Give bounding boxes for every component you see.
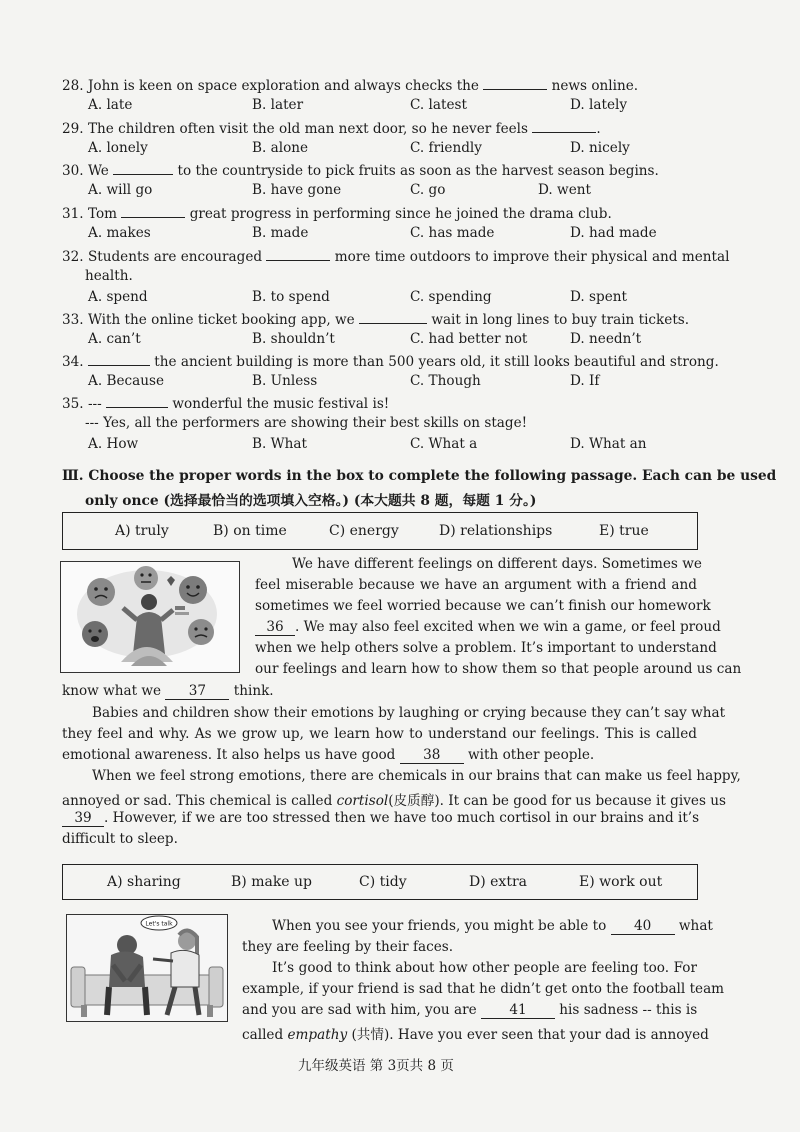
passage-line xyxy=(242,1023,709,1043)
passage-line xyxy=(62,747,594,764)
passage-line: when we help others solve a problem. It’s important to understand xyxy=(255,640,717,656)
passage-line: It’s good to think about how other people are feeling too. For xyxy=(272,960,697,976)
passage-text: (共情). Have you ever seen that your dad is annoyed xyxy=(351,1027,709,1043)
blank-39: 39 xyxy=(62,810,104,827)
word-option: C) tidy xyxy=(359,874,407,890)
option-d: D. needn’t xyxy=(570,331,642,347)
word-box-2 xyxy=(62,864,698,900)
option-d: D. went xyxy=(538,182,591,198)
answer-blank xyxy=(532,119,596,133)
passage-line: they are feeling by their faces. xyxy=(242,939,454,955)
option-b: B. made xyxy=(252,225,309,241)
passage-line xyxy=(255,619,721,636)
word-option: B) on time xyxy=(213,523,287,539)
page-footer: 九年级英语 第 3页共 8 页 xyxy=(298,1058,454,1074)
passage-line: When we feel strong emotions, there are chemicals in our brains that can make us feel happy, xyxy=(92,768,741,784)
question-stem-end: wonderful the music festival is! xyxy=(172,396,390,412)
word-option: C) energy xyxy=(329,523,399,539)
answer-blank xyxy=(359,310,427,324)
word-option: E) work out xyxy=(579,874,663,890)
option-a: A. spend xyxy=(88,289,148,305)
question-stem-end: . xyxy=(596,121,601,137)
option-d: D. What an xyxy=(570,436,647,452)
option-b: B. alone xyxy=(252,140,309,156)
option-a: A. late xyxy=(88,97,133,113)
question-stem: 34. xyxy=(62,354,84,370)
option-b: B. Unless xyxy=(252,373,318,389)
option-c: C. had better not xyxy=(410,331,528,347)
option-a: A. makes xyxy=(88,225,151,241)
passage-text: . We may also feel excited when we win a game, or feel proud xyxy=(295,619,721,635)
option-a: A. lonely xyxy=(88,140,148,156)
question-dialogue-reply: --- Yes, all the performers are showing their best skills on stage! xyxy=(85,415,528,431)
friends-talking-illustration xyxy=(66,914,228,1022)
blank-38: 38 xyxy=(400,747,464,764)
blank-36: 36 xyxy=(255,619,295,636)
passage-term: empathy xyxy=(287,1027,348,1043)
word-option: A) sharing xyxy=(107,874,181,890)
option-a: A. can’t xyxy=(88,331,141,347)
question-31 xyxy=(62,204,612,222)
question-35 xyxy=(62,394,389,412)
question-32 xyxy=(62,247,729,265)
passage-text: his sadness -- this is xyxy=(559,1002,698,1018)
answer-blank xyxy=(483,76,547,90)
emotions-illustration xyxy=(60,561,240,673)
answer-blank xyxy=(121,204,185,218)
passage-line xyxy=(62,810,699,827)
passage-text: called xyxy=(242,1027,284,1043)
blank-37: 37 xyxy=(165,683,229,700)
passage-line xyxy=(62,683,274,700)
question-29 xyxy=(62,119,601,137)
passage-text: know what we xyxy=(62,683,162,699)
word-option: B) make up xyxy=(231,874,313,890)
passage-line: our feelings and learn how to show them so that people around us can xyxy=(255,661,742,677)
passage-line xyxy=(272,918,713,935)
speech-bubble-text: Let's talk xyxy=(145,920,173,928)
passage-line xyxy=(62,789,726,809)
option-d: D. If xyxy=(570,373,600,389)
passage-text: When you see your friends, you might be able to xyxy=(272,918,607,934)
option-c: C. latest xyxy=(410,97,467,113)
passage-text: (皮质醇). It can be good for us because it gives us xyxy=(388,793,726,809)
question-stem-end: more time outdoors to improve their physical and mental xyxy=(334,249,730,265)
question-stem-end: the ancient building is more than 500 years old, it still looks beautiful and strong. xyxy=(154,354,719,370)
passage-text: emotional awareness. It also helps us have good xyxy=(62,747,396,763)
question-stem-continued: health. xyxy=(85,268,133,284)
answer-blank xyxy=(106,394,168,408)
question-stem: 30. We xyxy=(62,163,109,179)
option-b: B. shouldn’t xyxy=(252,331,335,347)
question-stem-end: news online. xyxy=(551,78,639,94)
option-c: C. spending xyxy=(410,289,492,305)
passage-line: difficult to sleep. xyxy=(62,831,178,847)
question-33 xyxy=(62,310,689,328)
passage-line: feel miserable because we have an argument with a friend and xyxy=(255,577,697,593)
option-c: C. What a xyxy=(410,436,478,452)
passage-text: annoyed or sad. This chemical is called xyxy=(62,793,333,809)
option-c: C. go xyxy=(410,182,446,198)
question-stem-end: to the countryside to pick fruits as soon as the harvest season begins. xyxy=(177,163,659,179)
passage-text: think. xyxy=(233,683,274,699)
question-30 xyxy=(62,161,659,179)
section-heading-instructions: only once (选择最恰当的选项填入空格。) (本大题共 8 题，每题 1 分。) xyxy=(85,493,537,509)
option-d: D. spent xyxy=(570,289,627,305)
option-b: B. What xyxy=(252,436,307,452)
word-option: A) truly xyxy=(115,523,169,539)
question-34 xyxy=(62,352,719,370)
question-stem-end: great progress in performing since he joined the drama club. xyxy=(189,206,612,222)
question-stem: 31. Tom xyxy=(62,206,118,222)
option-a: A. Because xyxy=(88,373,164,389)
blank-40: 40 xyxy=(611,918,675,935)
question-stem: 29. The children often visit the old man next door, so he never feels xyxy=(62,121,529,137)
blank-41: 41 xyxy=(481,1002,555,1019)
passage-text: what xyxy=(678,918,713,934)
question-stem-end: wait in long lines to buy train tickets. xyxy=(431,312,690,328)
word-option: D) extra xyxy=(469,874,527,890)
question-stem: 28. John is keen on space exploration and always checks the xyxy=(62,78,479,94)
option-c: C. friendly xyxy=(410,140,482,156)
passage-line: Babies and children show their emotions by laughing or crying because they can’t say what xyxy=(92,705,726,721)
passage-line: We have different feelings on different days. Sometimes we xyxy=(292,556,702,572)
option-b: B. to spend xyxy=(252,289,330,305)
question-stem: 32. Students are encouraged xyxy=(62,249,263,265)
option-a: A. will go xyxy=(88,182,153,198)
option-d: D. nicely xyxy=(570,140,630,156)
answer-blank xyxy=(88,352,150,366)
option-a: A. How xyxy=(88,436,139,452)
option-c: C. Though xyxy=(410,373,481,389)
passage-term: cortisol xyxy=(336,793,389,809)
passage-text: with other people. xyxy=(468,747,595,763)
passage-text: . However, if we are too stressed then we have too much cortisol in our brains and it’s xyxy=(104,810,700,826)
passage-line: they feel and why. As we grow up, we learn how to understand our feelings. This is called xyxy=(62,726,697,742)
answer-blank xyxy=(113,161,173,175)
word-option: E) true xyxy=(599,523,649,539)
passage-line: example, if your friend is sad that he didn’t get onto the football team xyxy=(242,981,725,997)
question-stem: 35. --- xyxy=(62,396,102,412)
section-heading: Ⅲ. Choose the proper words in the box to complete the following passage. Each can be used xyxy=(62,468,777,484)
word-option: D) relationships xyxy=(439,523,553,539)
option-c: C. has made xyxy=(410,225,495,241)
word-box-1 xyxy=(62,512,698,550)
passage-text: and you are sad with him, you are xyxy=(242,1002,477,1018)
option-b: B. later xyxy=(252,97,304,113)
passage-line xyxy=(242,1002,697,1019)
option-d: D. lately xyxy=(570,97,628,113)
question-stem: 33. With the online ticket booking app, we xyxy=(62,312,355,328)
passage-line: sometimes we feel worried because we can’t finish our homework xyxy=(255,598,711,614)
question-28 xyxy=(62,76,638,94)
answer-blank xyxy=(266,247,330,261)
option-d: D. had made xyxy=(570,225,657,241)
option-b: B. have gone xyxy=(252,182,342,198)
